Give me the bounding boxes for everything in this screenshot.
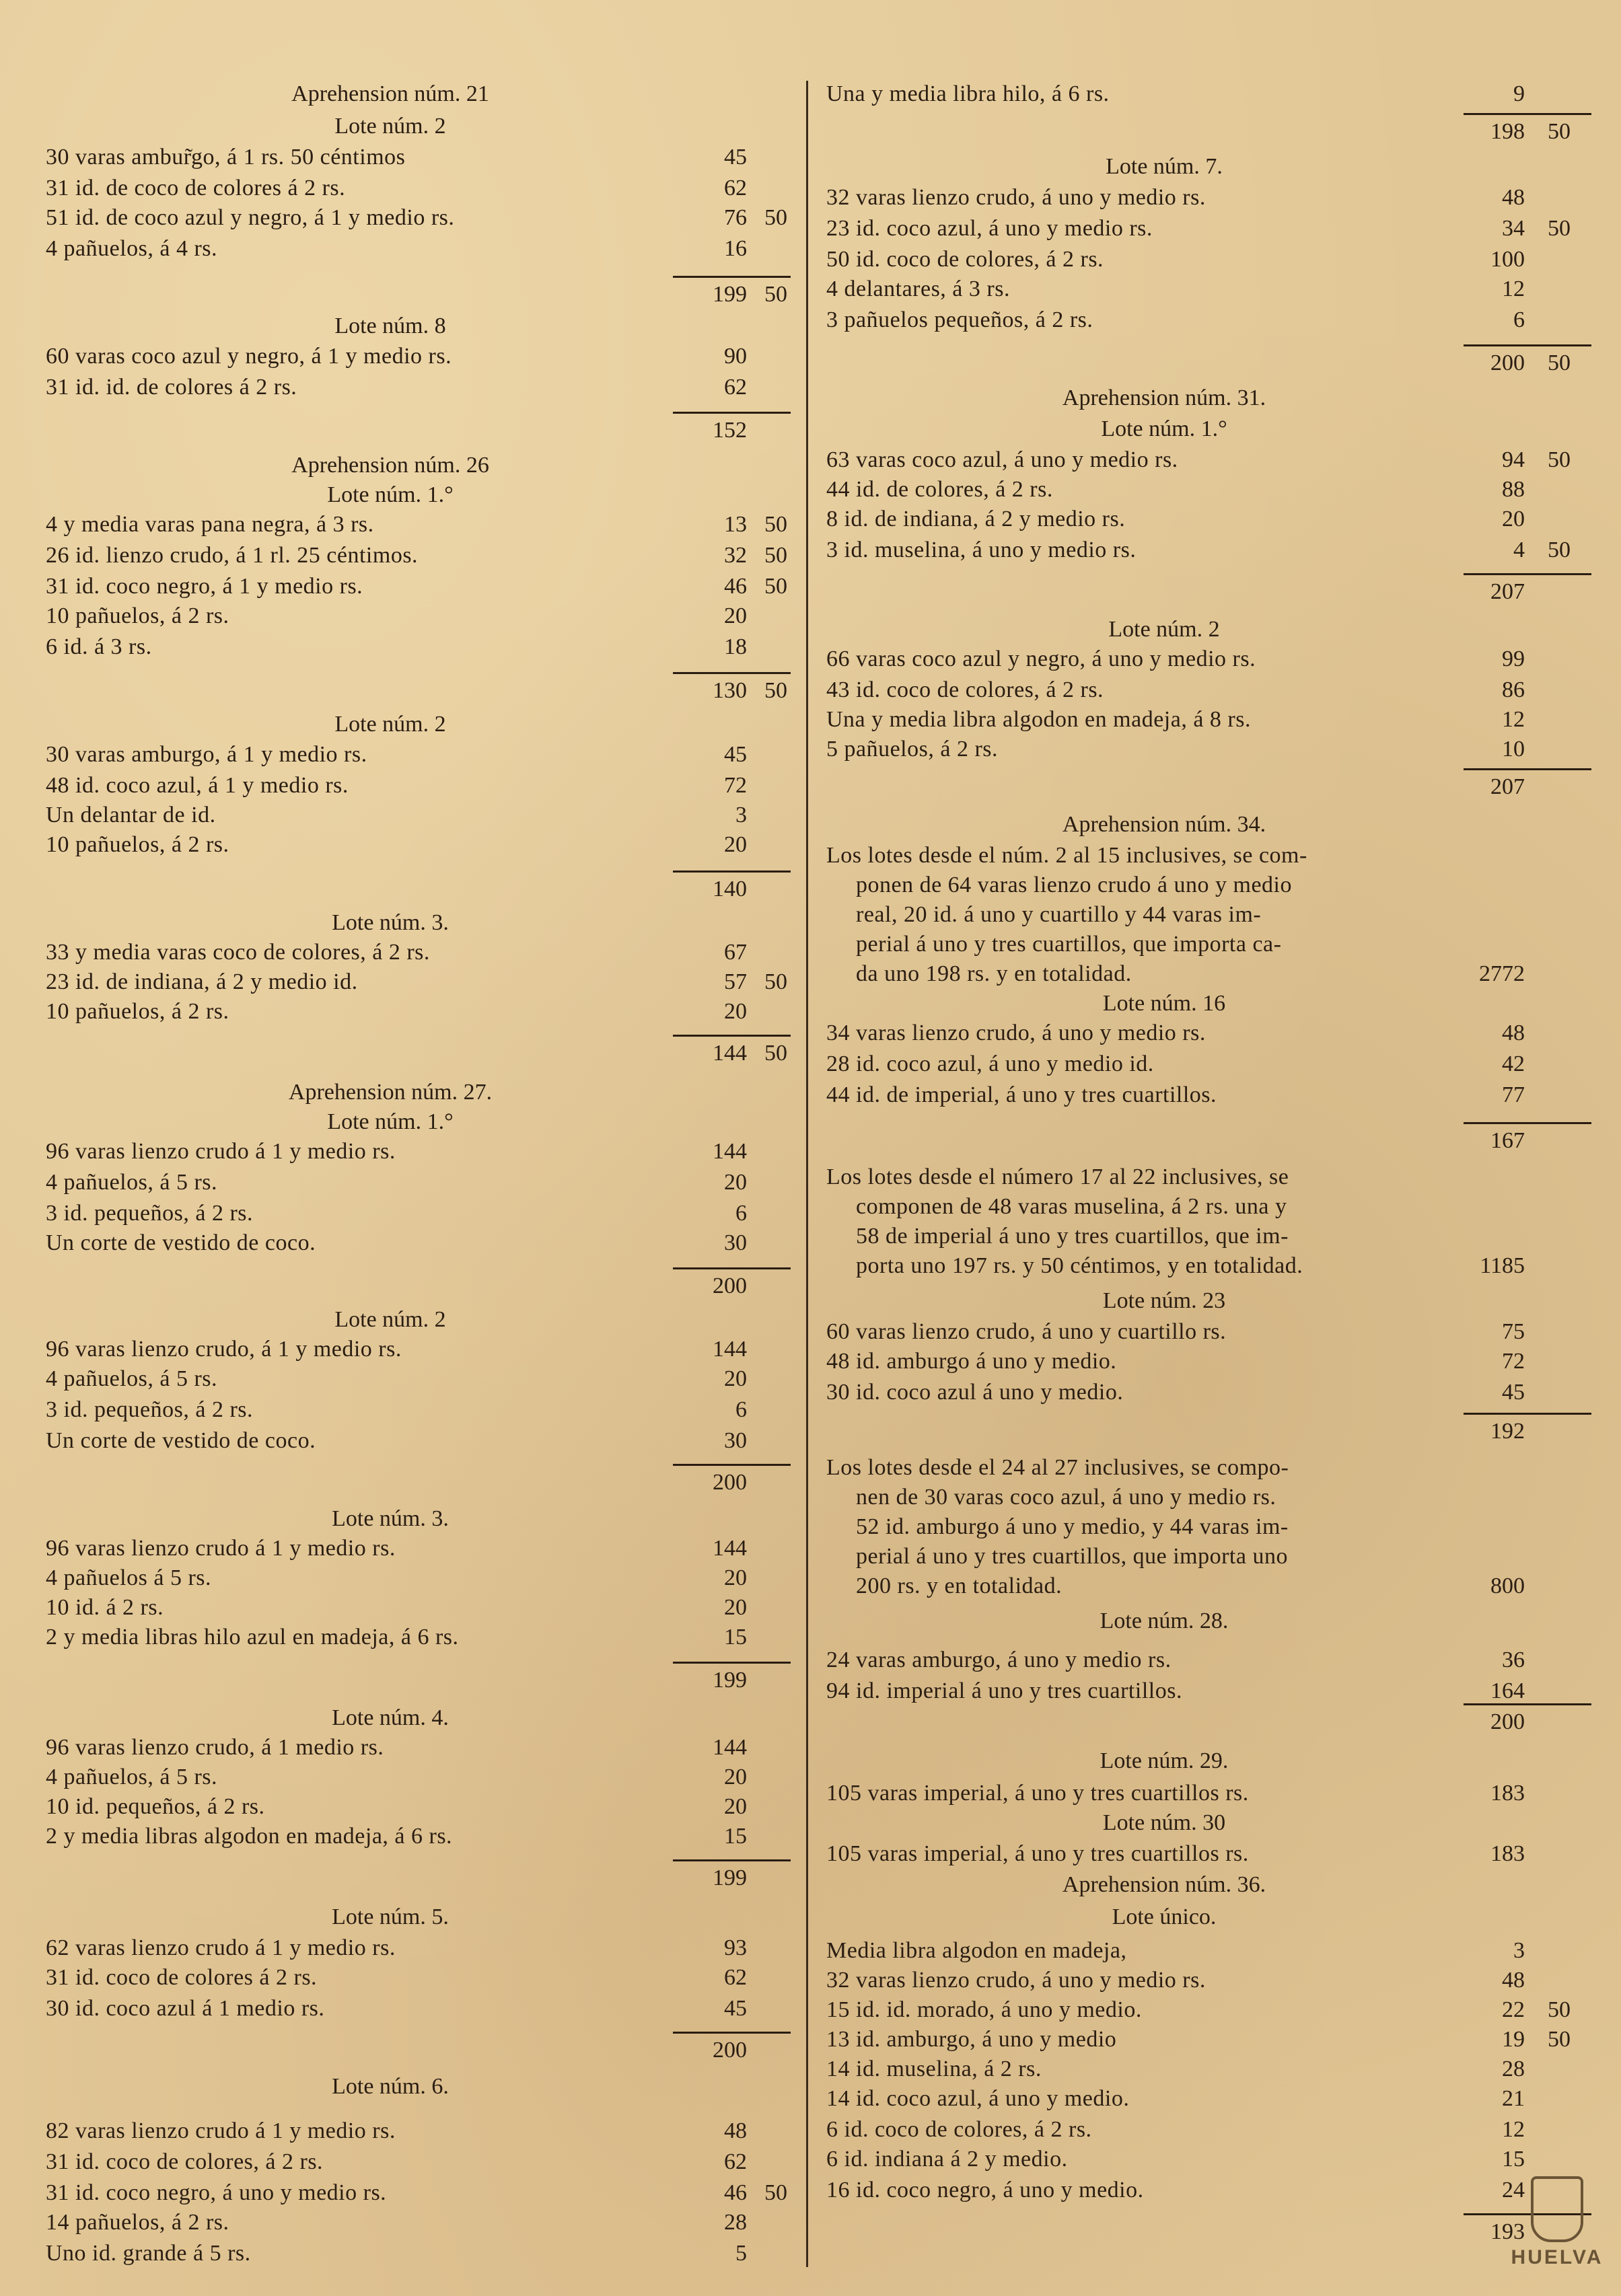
item-line: 31 id. coco de colores á 2 rs. xyxy=(46,1965,318,1990)
item-line: 2 y media libras hilo azul en madeja, á 6 rs. xyxy=(46,1625,459,1650)
amount-value: 12 xyxy=(1502,2117,1525,2142)
section-heading: Lote núm. 30 xyxy=(1102,1810,1226,1835)
total-amount: 152 xyxy=(713,418,747,443)
section-heading: Aprehension núm. 21 xyxy=(291,81,489,106)
amount-value: 20 xyxy=(724,1765,747,1789)
amount-value: 18 xyxy=(724,634,747,659)
amount-value: 24 xyxy=(1502,2178,1525,2202)
amount-value: 48 xyxy=(1502,185,1525,210)
item-line: 30 varas ambur̃go, á 1 rs. 50 céntimos xyxy=(46,145,406,170)
item-line: 2 y media libras algodon en madeja, á 6 rs. xyxy=(46,1824,453,1849)
item-line: 6 id. á 3 rs. xyxy=(46,634,152,659)
sum-rule xyxy=(673,2032,791,2034)
amount-value: 4 xyxy=(1513,538,1525,562)
amount-value: 28 xyxy=(1502,2057,1525,2081)
amount-value: 76 xyxy=(724,205,747,230)
sum-rule xyxy=(673,672,791,674)
sum-rule xyxy=(1464,344,1591,346)
amount-value: 94 xyxy=(1502,447,1525,472)
amount-value: 67 xyxy=(724,940,747,965)
sum-rule xyxy=(1464,1122,1591,1124)
amount-value: 2772 xyxy=(1479,961,1525,986)
watermark-text: HUELVA xyxy=(1511,2246,1604,2268)
amount-value: 20 xyxy=(1502,507,1525,531)
amount-value: 19 xyxy=(1502,2027,1525,2052)
item-line: 14 id. muselina, á 2 rs. xyxy=(826,2057,1042,2081)
amount-value: 30 xyxy=(724,1230,747,1255)
item-line: 31 id. coco negro, á uno y medio rs. xyxy=(46,2180,387,2205)
cents-value: 50 xyxy=(764,678,787,703)
cents-value: 50 xyxy=(1548,216,1571,241)
total-amount: 167 xyxy=(1490,1128,1525,1153)
amount-value: 164 xyxy=(1490,1678,1525,1703)
item-line: 14 pañuelos, á 2 rs. xyxy=(46,2210,229,2235)
amount-value: 20 xyxy=(724,1366,747,1391)
item-line: 105 varas imperial, á uno y tres cuartillos rs. xyxy=(826,1781,1249,1806)
amount-value: 45 xyxy=(1502,1380,1525,1405)
sum-rule xyxy=(673,1859,791,1861)
section-heading: Lote núm. 2 xyxy=(334,712,446,737)
item-line: 51 id. de coco azul y negro, á 1 y medio rs. xyxy=(46,205,455,230)
amount-value: 15 xyxy=(1502,2147,1525,2172)
amount-value: 183 xyxy=(1490,1841,1525,1866)
cents-value: 50 xyxy=(1548,350,1571,375)
amount-value: 15 xyxy=(724,1625,747,1650)
amount-value: 5 xyxy=(735,2241,747,2266)
item-line: 30 varas amburgo, á 1 y medio rs. xyxy=(46,742,367,767)
archive-watermark xyxy=(1510,2161,1604,2269)
sum-rule xyxy=(1464,573,1591,575)
right-column xyxy=(821,0,1621,2296)
item-line: 3 id. pequeños, á 2 rs. xyxy=(46,1397,254,1422)
item-line: 43 id. coco de colores, á 2 rs. xyxy=(826,677,1104,702)
item-line: nen de 30 varas coco azul, á uno y medio rs. xyxy=(856,1485,1276,1510)
item-line: 82 varas lienzo crudo á 1 y medio rs. xyxy=(46,2118,396,2143)
item-line: Un corte de vestido de coco. xyxy=(46,1230,316,1255)
item-line: 6 id. indiana á 2 y medio. xyxy=(826,2147,1068,2172)
amount-value: 20 xyxy=(724,832,747,857)
amount-value: 75 xyxy=(1502,1319,1525,1344)
amount-value: 144 xyxy=(713,1735,747,1760)
item-line: 10 id. á 2 rs. xyxy=(46,1595,164,1620)
item-line: 96 varas lienzo crudo á 1 y medio rs. xyxy=(46,1536,396,1561)
sum-rule xyxy=(673,1662,791,1664)
item-line: 32 varas lienzo crudo, á uno y medio rs. xyxy=(826,185,1206,210)
item-line: 44 id. de colores, á 2 rs. xyxy=(826,477,1053,502)
item-line: 96 varas lienzo crudo, á 1 medio rs. xyxy=(46,1735,384,1760)
item-line: 26 id. lienzo crudo, á 1 rl. 25 céntimos. xyxy=(46,543,419,568)
amount-value: 90 xyxy=(724,344,747,369)
item-line: 96 varas lienzo crudo, á 1 y medio rs. xyxy=(46,1337,402,1362)
amount-value: 32 xyxy=(724,543,747,568)
item-line: 10 pañuelos, á 2 rs. xyxy=(46,832,229,857)
item-line: 30 id. coco azul á 1 medio rs. xyxy=(46,1996,325,2021)
cents-value: 50 xyxy=(764,2180,787,2205)
total-amount: 200 xyxy=(713,1273,747,1298)
item-line: 58 de imperial á uno y tres cuartillos, que im- xyxy=(856,1224,1289,1249)
section-heading: Lote núm. 23 xyxy=(1102,1288,1226,1313)
item-line: Los lotes desde el 24 al 27 inclusives, se compo- xyxy=(826,1455,1289,1480)
section-heading: Lote núm. 8 xyxy=(334,313,446,338)
amount-value: 20 xyxy=(724,1595,747,1620)
amount-value: 20 xyxy=(724,1565,747,1590)
item-line: perial á uno y tres cuartillos, que importa ca- xyxy=(856,932,1282,957)
shield-icon xyxy=(1531,2176,1583,2242)
amount-value: 34 xyxy=(1502,216,1525,241)
item-line: 66 varas coco azul y negro, á uno y medio rs. xyxy=(826,646,1256,671)
section-heading: Lote núm. 2 xyxy=(1108,617,1220,642)
cents-value: 50 xyxy=(764,543,787,568)
total-amount: 200 xyxy=(713,1470,747,1495)
section-heading: Lote núm. 4. xyxy=(332,1705,449,1730)
amount-value: 22 xyxy=(1502,1997,1525,2022)
cents-value: 50 xyxy=(764,282,787,307)
amount-value: 21 xyxy=(1502,2086,1525,2111)
item-line: 3 id. muselina, á uno y medio rs. xyxy=(826,538,1137,562)
item-line: 34 varas lienzo crudo, á uno y medio rs. xyxy=(826,1021,1206,1045)
amount-value: 36 xyxy=(1502,1647,1525,1672)
item-line: 6 id. coco de colores, á 2 rs. xyxy=(826,2117,1092,2142)
item-line: 4 pañuelos á 5 rs. xyxy=(46,1565,212,1590)
column-divider xyxy=(806,81,808,2267)
item-line: ponen de 64 varas lienzo crudo á uno y medio xyxy=(856,873,1292,897)
section-heading: Lote núm. 3. xyxy=(332,1506,449,1531)
item-line: Un delantar de id. xyxy=(46,803,216,827)
total-amount: 200 xyxy=(1490,350,1525,375)
item-line: 4 pañuelos, á 5 rs. xyxy=(46,1170,218,1195)
amount-value: 20 xyxy=(724,999,747,1024)
item-line: Un corte de vestido de coco. xyxy=(46,1428,316,1453)
amount-value: 6 xyxy=(1513,307,1525,332)
item-line: 4 pañuelos, á 5 rs. xyxy=(46,1366,218,1391)
total-amount: 193 xyxy=(1490,2219,1525,2244)
item-line: 23 id. coco azul, á uno y medio rs. xyxy=(826,216,1153,241)
amount-value: 1185 xyxy=(1480,1253,1525,1278)
item-line: componen de 48 varas muselina, á 2 rs. una y xyxy=(856,1194,1287,1219)
amount-value: 144 xyxy=(713,1139,747,1164)
section-heading: Lote núm. 1.° xyxy=(327,482,454,507)
section-heading: Aprehension núm. 34. xyxy=(1062,812,1266,837)
cents-value: 50 xyxy=(764,512,787,537)
item-line: 3 id. pequeños, á 2 rs. xyxy=(46,1201,254,1226)
item-line: 8 id. de indiana, á 2 y medio rs. xyxy=(826,507,1126,531)
item-line: 14 id. coco azul, á uno y medio. xyxy=(826,2086,1130,2111)
item-line: 4 pañuelos, á 5 rs. xyxy=(46,1765,218,1789)
total-amount: 207 xyxy=(1490,579,1525,604)
item-line: 48 id. coco azul, á 1 y medio rs. xyxy=(46,773,349,798)
item-line: 31 id. coco de colores, á 2 rs. xyxy=(46,2149,324,2174)
item-line: 3 pañuelos pequeños, á 2 rs. xyxy=(826,307,1093,332)
amount-value: 77 xyxy=(1502,1082,1525,1107)
total-amount: 140 xyxy=(713,877,747,901)
cents-value: 50 xyxy=(1548,447,1571,472)
amount-value: 72 xyxy=(1502,1349,1525,1374)
item-line: 105 varas imperial, á uno y tres cuartillos rs. xyxy=(826,1841,1249,1866)
amount-value: 15 xyxy=(724,1824,747,1849)
amount-value: 62 xyxy=(724,176,747,200)
amount-value: 48 xyxy=(1502,1968,1525,1993)
total-amount: 200 xyxy=(713,2038,747,2063)
amount-value: 57 xyxy=(724,969,747,994)
amount-value: 20 xyxy=(724,1170,747,1195)
sum-rule xyxy=(1464,1703,1591,1705)
item-line: Los lotes desde el número 17 al 22 inclusives, se xyxy=(826,1164,1289,1189)
amount-value: 3 xyxy=(735,803,747,827)
item-line: 15 id. id. morado, á uno y medio. xyxy=(826,1997,1142,2022)
item-line: 16 id. coco negro, á uno y medio. xyxy=(826,2178,1144,2202)
item-line: da uno 198 rs. y en totalidad. xyxy=(856,961,1132,986)
section-heading: Lote núm. 29. xyxy=(1100,1748,1229,1773)
sum-rule xyxy=(1464,1413,1591,1415)
amount-value: 88 xyxy=(1502,477,1525,502)
section-heading: Lote núm. 6. xyxy=(332,2074,449,2099)
item-line: perial á uno y tres cuartillos, que importa uno xyxy=(856,1544,1288,1569)
amount-value: 20 xyxy=(724,603,747,628)
amount-value: 3 xyxy=(1513,1938,1525,1963)
item-line: 200 rs. y en totalidad. xyxy=(856,1573,1062,1598)
amount-value: 20 xyxy=(724,1794,747,1819)
item-line: 4 pañuelos, á 4 rs. xyxy=(46,236,218,261)
item-line: Uno id. grande á 5 rs. xyxy=(46,2241,251,2266)
sum-rule xyxy=(673,871,791,873)
amount-value: 45 xyxy=(724,145,747,170)
amount-value: 6 xyxy=(735,1201,747,1226)
item-line: 50 id. coco de colores, á 2 rs. xyxy=(826,247,1104,272)
item-line: 31 id. id. de colores á 2 rs. xyxy=(46,375,297,400)
item-line: 4 delantares, á 3 rs. xyxy=(826,276,1010,301)
section-heading: Aprehension núm. 27. xyxy=(288,1080,493,1105)
amount-value: 48 xyxy=(724,2118,747,2143)
section-heading: Lote núm. 1.° xyxy=(327,1109,454,1134)
total-amount: 199 xyxy=(713,1865,747,1890)
amount-value: 62 xyxy=(724,1965,747,1990)
item-line: porta uno 197 rs. y 50 céntimos, y en totalidad. xyxy=(856,1253,1303,1278)
amount-value: 42 xyxy=(1502,1051,1525,1076)
amount-value: 10 xyxy=(1502,737,1525,762)
amount-value: 800 xyxy=(1490,1573,1525,1598)
sum-rule xyxy=(673,276,791,278)
item-line: 33 y media varas coco de colores, á 2 rs. xyxy=(46,940,430,965)
amount-value: 144 xyxy=(713,1337,747,1362)
amount-value: 100 xyxy=(1490,247,1525,272)
item-line: Una y media libra hilo, á 6 rs. xyxy=(826,81,1110,106)
item-line: 94 id. imperial á uno y tres cuartillos. xyxy=(826,1678,1182,1703)
total-amount: 200 xyxy=(1490,1709,1525,1734)
amount-value: 72 xyxy=(724,773,747,798)
cents-value: 50 xyxy=(764,205,787,230)
sum-rule xyxy=(1464,113,1591,115)
amount-value: 45 xyxy=(724,742,747,767)
item-line: 24 varas amburgo, á uno y medio rs. xyxy=(826,1647,1172,1672)
amount-value: 28 xyxy=(724,2210,747,2235)
total-amount: 207 xyxy=(1490,774,1525,799)
item-line: 52 id. amburgo á uno y medio, y 44 varas im- xyxy=(856,1514,1289,1539)
cents-value: 50 xyxy=(764,969,787,994)
item-line: 10 pañuelos, á 2 rs. xyxy=(46,603,229,628)
section-heading: Lote núm. 3. xyxy=(332,910,449,935)
item-line: Una y media libra algodon en madeja, á 8 rs. xyxy=(826,707,1251,732)
amount-value: 6 xyxy=(735,1397,747,1422)
amount-value: 62 xyxy=(724,375,747,400)
amount-value: 30 xyxy=(724,1428,747,1453)
item-line: 48 id. amburgo á uno y medio. xyxy=(826,1349,1117,1374)
item-line: 28 id. coco azul, á uno y medio id. xyxy=(826,1051,1154,1076)
section-heading: Aprehension núm. 31. xyxy=(1062,385,1266,410)
item-line: 23 id. de indiana, á 2 y medio id. xyxy=(46,969,358,994)
sum-rule xyxy=(1464,768,1591,770)
amount-value: 46 xyxy=(724,2180,747,2205)
amount-value: 45 xyxy=(724,1996,747,2021)
cents-value: 50 xyxy=(1548,119,1571,144)
item-line: real, 20 id. á uno y cuartillo y 44 varas im- xyxy=(856,902,1262,927)
item-line: 10 pañuelos, á 2 rs. xyxy=(46,999,229,1024)
section-heading: Aprehension núm. 36. xyxy=(1062,1872,1266,1897)
sum-rule xyxy=(673,1267,791,1269)
section-heading: Lote núm. 7. xyxy=(1106,154,1223,179)
item-line: 13 id. amburgo, á uno y medio xyxy=(826,2027,1117,2052)
item-line: 62 varas lienzo crudo á 1 y medio rs. xyxy=(46,1935,396,1960)
item-line: 96 varas lienzo crudo á 1 y medio rs. xyxy=(46,1139,396,1164)
section-heading: Lote único. xyxy=(1112,1904,1217,1929)
item-line: 44 id. de imperial, á uno y tres cuartillos. xyxy=(826,1082,1217,1107)
amount-value: 62 xyxy=(724,2149,747,2174)
item-line: 5 pañuelos, á 2 rs. xyxy=(826,737,999,762)
amount-value: 99 xyxy=(1502,646,1525,671)
amount-value: 48 xyxy=(1502,1021,1525,1045)
item-line: 60 varas lienzo crudo, á uno y cuartillo rs. xyxy=(826,1319,1227,1344)
amount-value: 12 xyxy=(1502,707,1525,732)
sum-rule xyxy=(673,412,791,414)
cents-value: 50 xyxy=(1548,1997,1571,2022)
section-heading: Lote núm. 1.° xyxy=(1101,416,1227,441)
total-amount: 130 xyxy=(713,678,747,703)
item-line: 4 y media varas pana negra, á 3 rs. xyxy=(46,512,374,537)
item-line: 32 varas lienzo crudo, á uno y medio rs. xyxy=(826,1968,1206,1993)
cents-value: 50 xyxy=(764,1041,787,1066)
amount-value: 183 xyxy=(1490,1781,1525,1806)
amount-value: 86 xyxy=(1502,677,1525,702)
amount-value: 16 xyxy=(724,236,747,261)
cents-value: 50 xyxy=(1548,538,1571,562)
section-heading: Lote núm. 5. xyxy=(332,1904,449,1929)
amount-value: 46 xyxy=(724,574,747,599)
section-heading: Lote núm. 2 xyxy=(334,1307,446,1332)
item-line: 31 id. coco negro, á 1 y medio rs. xyxy=(46,574,363,599)
item-line: 60 varas coco azul y negro, á 1 y medio rs. xyxy=(46,344,452,369)
item-line: Media libra algodon en madeja, xyxy=(826,1938,1127,1963)
section-heading: Lote núm. 28. xyxy=(1100,1608,1229,1633)
amount-value: 93 xyxy=(724,1935,747,1960)
item-line: 30 id. coco azul á uno y medio. xyxy=(826,1380,1124,1405)
total-amount: 198 xyxy=(1490,119,1525,144)
sum-rule xyxy=(673,1464,791,1466)
item-line: 10 id. pequeños, á 2 rs. xyxy=(46,1794,265,1819)
item-line: 31 id. de coco de colores á 2 rs. xyxy=(46,176,346,200)
section-heading: Aprehension núm. 26 xyxy=(291,453,489,478)
item-line: 63 varas coco azul, á uno y medio rs. xyxy=(826,447,1178,472)
sum-rule xyxy=(673,1035,791,1037)
amount-value: 144 xyxy=(713,1536,747,1561)
cents-value: 50 xyxy=(1548,2027,1571,2052)
item-line: Los lotes desde el núm. 2 al 15 inclusives, se com- xyxy=(826,843,1307,868)
total-amount: 199 xyxy=(713,282,747,307)
amount-value: 12 xyxy=(1502,276,1525,301)
total-amount: 192 xyxy=(1490,1419,1525,1444)
amount-value: 9 xyxy=(1513,81,1525,106)
cents-value: 50 xyxy=(764,574,787,599)
total-amount: 199 xyxy=(713,1668,747,1693)
section-heading: Lote núm. 16 xyxy=(1102,991,1226,1016)
amount-value: 13 xyxy=(724,512,747,537)
total-amount: 144 xyxy=(713,1041,747,1066)
section-heading: Lote núm. 2 xyxy=(334,114,446,139)
